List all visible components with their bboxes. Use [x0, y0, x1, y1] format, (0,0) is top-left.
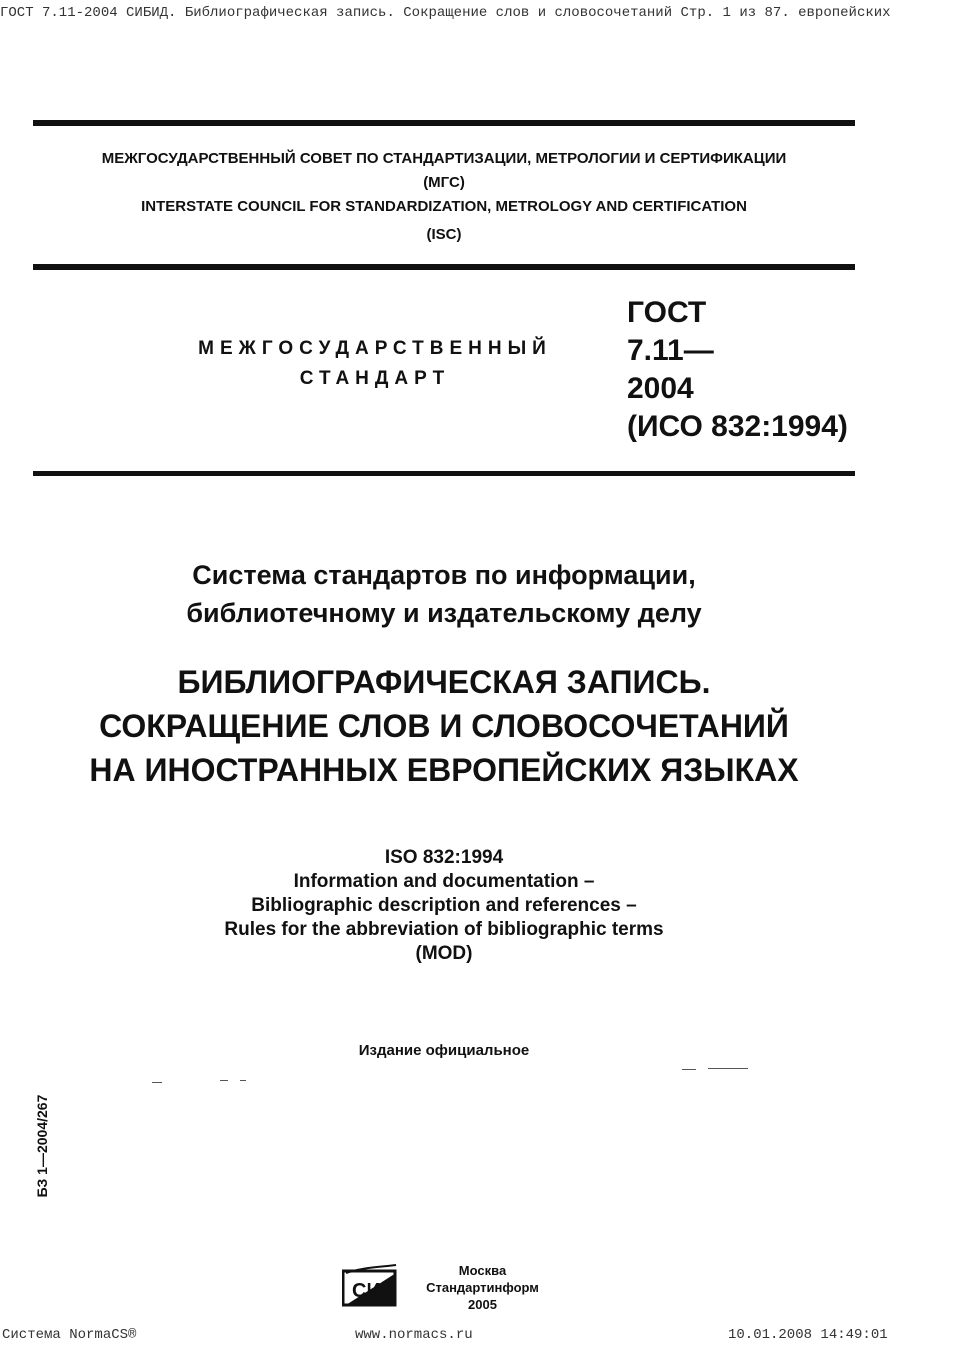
iso-reference [33, 846, 855, 966]
middle-rule [33, 264, 855, 270]
council-name-ru: МЕЖГОСУДАРСТВЕННЫЙ СОВЕТ ПО СТАНДАРТИЗАЦИИ, МЕТРОЛОГИИ И СЕРТИФИКАЦИИ [101, 150, 787, 167]
series-title-line1: Система стандартов по информации, [192, 560, 696, 590]
standard-type-line1: МЕЖГОСУДАРСТВЕННЫЙ [198, 338, 552, 359]
designation-line4: (ИСО 832:1994) [627, 410, 848, 443]
scan-mark [240, 1080, 246, 1081]
main-title-line1: БИБЛИОГРАФИЧЕСКАЯ ЗАПИСЬ. [177, 664, 711, 700]
publisher-logo-icon [342, 1263, 398, 1309]
side-code: БЗ 1—2004/267 [34, 1094, 50, 1198]
scan-mark [708, 1068, 748, 1069]
publisher-name: Стандартинформ [426, 1280, 539, 1295]
standard-type-line2: СТАНДАРТ [299, 368, 451, 389]
publisher-block [400, 1262, 565, 1313]
edition-label: Издание официальное [358, 1042, 530, 1059]
designation-line2: 7.11— [627, 334, 714, 367]
footer-website[interactable]: www.normacs.ru [355, 1327, 473, 1343]
iso-reference-line4: Rules for the abbreviation of bibliographic terms [224, 919, 664, 940]
bottom-rule [33, 471, 855, 476]
top-rule [33, 120, 855, 126]
designation [627, 294, 848, 446]
iso-reference-line5: (MOD) [415, 943, 473, 964]
document-header-line: ГОСТ 7.11-2004 СИБИД. Библиографическая запись. Сокращение слов и словосочетаний Стр. 1 из 87. европейских [0, 5, 891, 21]
publisher-logo-text: СИ [352, 1280, 381, 1302]
publisher-year: 2005 [468, 1297, 497, 1312]
council-block [33, 147, 855, 247]
standard-type [160, 334, 590, 394]
iso-reference-line1: ISO 832:1994 [384, 847, 504, 868]
iso-reference-line2: Information and documentation – [293, 871, 595, 892]
designation-line3: 2004 [627, 372, 694, 405]
main-title-line3: НА ИНОСТРАННЫХ ЕВРОПЕЙСКИХ ЯЗЫКАХ [89, 752, 799, 788]
main-title [33, 660, 855, 792]
designation-line1: ГОСТ [627, 296, 707, 329]
scan-mark [152, 1082, 162, 1083]
scan-mark [220, 1080, 228, 1081]
publisher-city: Москва [458, 1263, 507, 1278]
series-title-line2: библиотечному и издательскому делу [186, 598, 702, 628]
scan-mark [682, 1069, 696, 1070]
footer-timestamp: 10.01.2008 14:49:01 [728, 1327, 888, 1343]
series-title [33, 556, 855, 632]
footer-system: Система NormaCS® [2, 1327, 137, 1343]
main-title-line2: СОКРАЩЕНИЕ СЛОВ И СЛОВОСОЧЕТАНИЙ [99, 708, 789, 744]
council-name-en: INTERSTATE COUNCIL FOR STANDARDIZATION, METROLOGY AND CERTIFICATION [141, 198, 747, 215]
iso-reference-line3: Bibliographic description and references – [251, 895, 637, 916]
council-abbr-ru: (МГС) [423, 174, 465, 191]
council-abbr-en: (ISC) [426, 226, 462, 243]
